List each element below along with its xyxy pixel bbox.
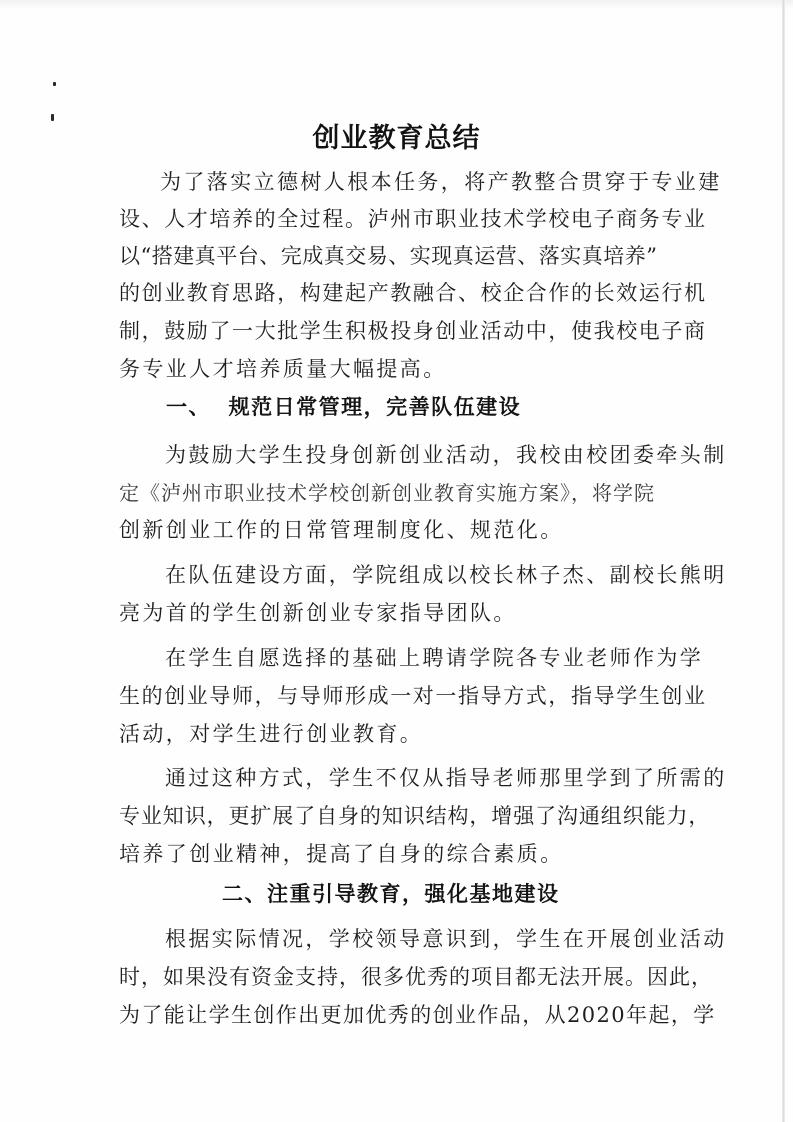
- body-line: 培养了创业精神，提高了自身的综合素质。: [119, 842, 564, 866]
- body-line: 时，如果没有资金支持，很多优秀的项目都无法开展。因此，: [119, 965, 713, 989]
- body-line: 制，鼓励了一大批学生积极投身创业活动中，使我校电子商: [119, 319, 707, 343]
- body-line: 为了能让学生创作出更加优秀的创业作品，从2020年起，学: [119, 1003, 716, 1027]
- body-line: 根据实际情况，学校领导意识到，学生在开展创业活动: [165, 927, 727, 951]
- body-line: 设、人才培养的全过程。泸州市职业技术学校电子商务专业: [119, 207, 707, 231]
- scan-speck: [53, 82, 56, 86]
- body-line: 亮为首的学生创新创业专家指导团队。: [119, 601, 517, 625]
- scan-edge-top: [0, 0, 793, 10]
- body-line: 务专业人才培养质量大幅提高。: [119, 357, 447, 381]
- body-line: 通过这种方式，学生不仅从指导老师那里学到了所需的: [165, 766, 727, 790]
- scan-edge-right: [782, 0, 785, 1122]
- body-line: 的创业教育思路，构建起产教融合、校企合作的长效运行机: [119, 281, 707, 305]
- body-line: 活动，对学生进行创业教育。: [119, 722, 424, 746]
- section-heading-1: 一、 规范日常管理，完善队伍建设: [166, 395, 522, 419]
- body-line: 为了落实立德树人根本任务，将产教整合贯穿于专业建: [160, 170, 722, 194]
- document-title: 创业教育总结: [312, 123, 481, 154]
- body-line: 在学生自愿选择的基础上聘请学院各专业老师作为学: [165, 646, 704, 670]
- body-line: 专业知识，更扩展了自身的知识结构，增强了沟通组织能力，: [119, 804, 711, 828]
- body-line: 以“搭建真平台、完成真交易、实现真运营、落实真培养”: [119, 244, 658, 268]
- body-line: 创新创业工作的日常管理制度化、规范化。: [119, 518, 564, 542]
- body-line: 生的创业导师，与导师形成一对一指导方式，指导学生创业: [119, 684, 707, 708]
- body-line: 为鼓励大学生投身创新创业活动，我校由校团委牵头制: [165, 443, 727, 467]
- section-heading-2: 二、注重引导教育，强化基地建设: [222, 882, 560, 906]
- body-line: 在队伍建设方面，学院组成以校长林子杰、副校长熊明: [165, 563, 727, 587]
- body-line: 定《泸州市职业技术学校创新创业教育实施方案》，将学院: [119, 481, 655, 505]
